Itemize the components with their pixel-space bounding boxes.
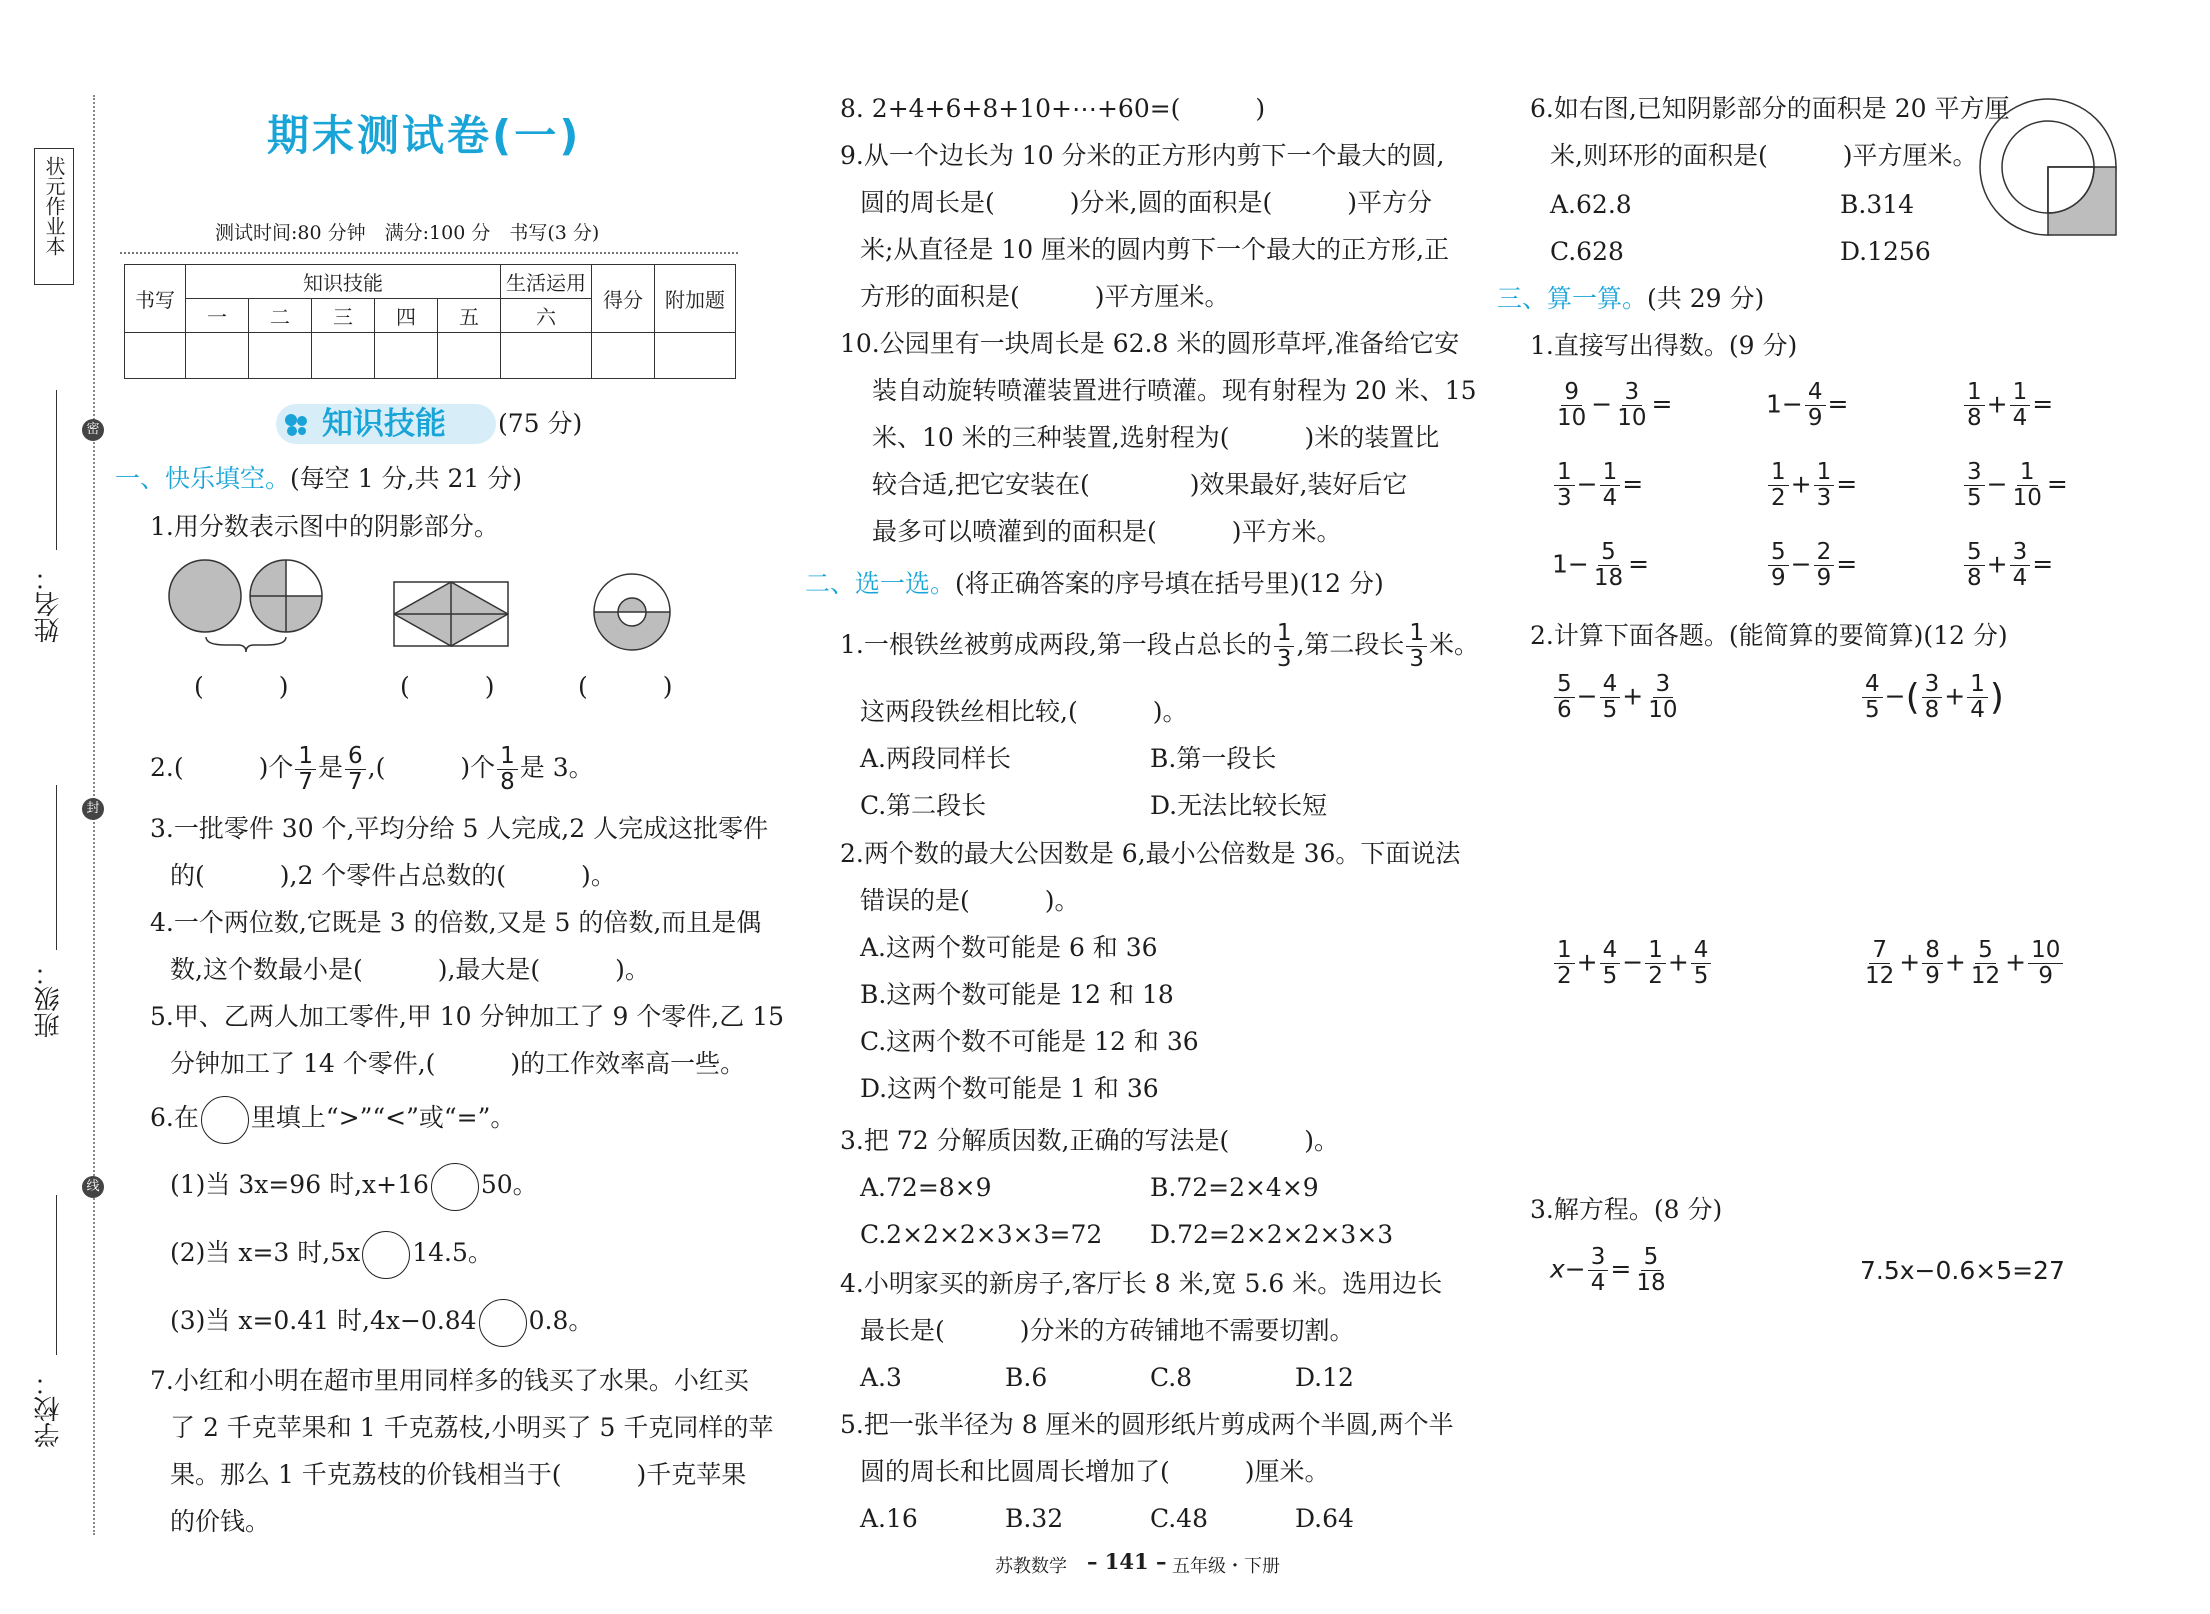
c4-line2: 最长是( )分米的方砖铺地不需要切割。 [860,1316,1355,1345]
s1-title: 一、快乐填空。 [115,464,291,493]
series-label: 状元作业本 [42,156,66,256]
q6-2: (2)当 x=3 时,5x 14.5。 [170,1228,493,1279]
c2-line1: 2.两个数的最大公因数是 6,最小公倍数是 36。下面说法 [840,839,1461,868]
c2-line2: 错误的是( )。 [860,886,1080,915]
c6-option-b[interactable]: B.314 [1840,190,1915,219]
q1-text: 1.用分数表示图中的阴影部分。 [150,512,499,541]
s3-note: (共 29 分) [1647,284,1765,313]
page-title: 期末测试卷(一) [267,111,582,160]
c1-option-b[interactable]: B.第一段长 [1150,744,1277,773]
fraction: $\frac{1}{3}$ [1274,621,1295,672]
fraction: $\frac{6}{7}$ [345,744,366,795]
score-cell[interactable] [312,333,375,379]
q7-line2: 了 2 千克苹果和 1 千克荔枝,小明买了 5 千克同样的苹 [170,1413,774,1442]
c2-option-b[interactable]: B.这两个数可能是 12 和 18 [860,980,1174,1009]
fraction: $\frac{1}{7}$ [295,744,316,795]
q10-line1: 10.公园里有一块周长是 62.8 米的圆形草坪,准备给它安 [840,329,1460,358]
footer-left: 苏教数学 [995,1556,1067,1577]
c4-option-c[interactable]: C.8 [1150,1363,1193,1392]
s3-heading [1497,275,1764,322]
school-label: 学校： [34,1370,64,1448]
score-cell[interactable] [186,333,249,379]
score-cell[interactable] [249,333,312,379]
class-line[interactable] [56,785,57,950]
equation-2: 7.5x−0.6×5=27 [1860,1256,2065,1285]
c3-option-c[interactable]: C.2×2×2×3×3=72 [860,1220,1103,1249]
score-table [124,264,736,379]
score-cell[interactable] [125,333,186,379]
calc-2: 1− $\frac{4}{9}$ = [1766,379,1849,431]
calc-6: $\frac{3}{5}$ − $\frac{1}{10}$ = [1962,460,2068,511]
c3-line1: 3.把 72 分解质因数,正确的写法是( )。 [840,1126,1340,1155]
q10-line5: 最多可以喷灌到的面积是( )平方米。 [872,517,1342,546]
flower-icon [283,412,311,438]
c5-line1: 5.把一张半径为 8 厘米的圆形纸片剪成两个半圆,两个半 [840,1410,1454,1439]
c5-option-c[interactable]: C.48 [1150,1504,1208,1533]
calc-10: $\frac{5}{6}$ − $\frac{4}{5}$ + $\frac{3}{10}$ [1552,672,1682,723]
section-banner-label: 知识技能 [322,406,446,442]
c3-option-a[interactable]: A.72=8×9 [860,1173,992,1202]
compare-circle [201,1096,249,1144]
col-shenghuo: 生活运用 [501,265,592,299]
q10-line2: 装自动旋转喷灌装置进行喷灌。现有射程为 20 米、15 [872,376,1477,405]
c6-line1: 6.如右图,已知阴影部分的面积是 20 平方厘 [1530,94,2010,123]
s1-note: (每空 1 分,共 21 分) [290,464,522,493]
score-cell[interactable] [501,333,592,379]
score-cell[interactable] [438,333,501,379]
school-line[interactable] [56,1195,57,1355]
c6-line2: 米,则环形的面积是( )平方厘米。 [1550,141,1978,170]
q9-line3: 米;从直径是 10 厘米的圆内剪下一个最大的正方形,正 [860,235,1450,264]
q1-figure-ring [592,572,672,652]
q6-3: (3)当 x=0.41 时,4x−0.84 0.8。 [170,1296,593,1347]
calc-11: $\frac{4}{5}$ −( $\frac{3}{8}$ + $\frac{1}{4}$ ) [1860,672,2004,723]
q10-line4: 较合适,把它安装在( )效果最好,装好后它 [872,470,1408,499]
q3-line2: 的( ),2 个零件占总数的( )。 [170,861,616,890]
c3-option-d[interactable]: D.72=2×2×2×3×3 [1150,1220,1394,1249]
q6-1: (1)当 3x=96 时,x+16 50。 [170,1160,538,1211]
q7-line3: 果。那么 1 千克荔枝的价钱相当于( )千克苹果 [170,1460,747,1489]
c6-option-d[interactable]: D.1256 [1840,237,1931,266]
c5-option-d[interactable]: D.64 [1295,1504,1354,1533]
calc-3: $\frac{1}{8}$ + $\frac{1}{4}$ = [1962,380,2053,431]
c4-option-d[interactable]: D.12 [1295,1363,1354,1392]
c1-option-c[interactable]: C.第二段长 [860,791,987,820]
score-cell[interactable] [375,333,438,379]
calc-1: $\frac{9}{10}$ − $\frac{3}{10}$ = [1557,379,1673,431]
r2-text: 2.计算下面各题。(能简算的要简算)(12 分) [1530,621,2008,650]
q5-line1: 5.甲、乙两人加工零件,甲 10 分钟加工了 9 个零件,乙 15 [150,1002,785,1031]
q9-line4: 方形的面积是( )平方厘米。 [860,282,1230,311]
q5-line2: 分钟加工了 14 个零件,( )的工作效率高一些。 [170,1049,746,1078]
s2-heading [805,560,1384,607]
compare-input-2[interactable] [362,1231,410,1279]
q9-line2: 圆的周长是( )分米,圆的面积是( )平方分 [860,188,1432,217]
col-zhishi: 知识技能 [186,265,501,299]
calc-13: $\frac{7}{12}$ + $\frac{8}{9}$ + $\frac{5}{12}$ + $\frac{10}{9}$ [1860,938,2065,989]
c5-option-b[interactable]: B.32 [1005,1504,1064,1533]
col-2: 二 [249,299,312,333]
ring-square-figure [1978,95,2128,245]
q7-line1: 7.小红和小明在超市里用同样多的钱买了水果。小红买 [150,1366,749,1395]
col-6: 六 [501,299,592,333]
equation-1: x− $\frac{3}{4}$ = $\frac{5}{18}$ [1550,1244,1666,1296]
meta-dotted-rule [120,252,738,254]
col-fujia: 附加题 [655,265,736,333]
compare-input-1[interactable] [431,1163,479,1211]
col-5: 五 [438,299,501,333]
calc-5: $\frac{1}{2}$ + $\frac{1}{3}$ = [1766,460,1857,511]
s3-title: 三、算一算。 [1497,284,1648,313]
q8-text: 8. 2+4+6+8+10+⋯+60=( ) [840,94,1266,123]
test-meta: 测试时间:80 分钟 满分:100 分 书写(3 分) [215,222,600,244]
seal-mark-3: 线 [82,1176,104,1198]
c2-option-a[interactable]: A.这两个数可能是 6 和 36 [860,933,1158,962]
calc-7: 1− $\frac{5}{18}$ = [1552,539,1650,591]
r1-text: 1.直接写出得数。(9 分) [1530,331,1798,360]
q9-line1: 9.从一个边长为 10 分米的正方形内剪下一个最大的圆, [840,141,1445,170]
c4-option-b[interactable]: B.6 [1005,1363,1048,1392]
col-4: 四 [375,299,438,333]
calc-9: $\frac{5}{8}$ + $\frac{3}{4}$ = [1962,540,2053,591]
c1-option-d[interactable]: D.无法比较长短 [1150,791,1328,820]
q1-figure-circles [166,553,326,653]
seal-mark-1: 密 [82,419,104,441]
c1-line1: 1.一根铁丝被剪成两段,第一段占总长的 $\frac{1}{3}$ ,第二段长 $\frac{1}{3}$ 米。 [840,620,1480,672]
fraction: $\frac{1}{3}$ [1406,621,1427,672]
q4-line1: 4.一个两位数,它既是 3 的倍数,又是 5 的倍数,而且是偶 [150,908,762,937]
section-banner-points: (75 分) [498,409,583,438]
c5-option-a[interactable]: A.16 [860,1504,918,1533]
c4-option-a[interactable]: A.3 [860,1363,902,1392]
c2-option-d[interactable]: D.这两个数可能是 1 和 36 [860,1074,1159,1103]
calc-12: $\frac{1}{2}$ + $\frac{4}{5}$ − $\frac{1}{2}$ + $\frac{4}{5}$ [1552,938,1713,989]
q1-figure-rectangle [393,581,509,647]
q6-text: 6.在 里填上“>”“<”或“=”。 [150,1093,515,1144]
col-3: 三 [312,299,375,333]
calc-8: $\frac{5}{9}$ − $\frac{2}{9}$ = [1766,540,1857,591]
c2-option-c[interactable]: C.这两个数不可能是 12 和 36 [860,1027,1199,1056]
footer-right: 五年级・下册 [1172,1556,1280,1577]
r3-text: 3.解方程。(8 分) [1530,1195,1723,1224]
c6-option-c[interactable]: C.628 [1550,237,1624,266]
c5-line2: 圆的周长和比圆周长增加了( )厘米。 [860,1457,1330,1486]
calc-4: $\frac{1}{3}$ − $\frac{1}{4}$ = [1552,460,1643,511]
col-1: 一 [186,299,249,333]
s1-heading [115,455,522,502]
col-defen: 得分 [592,265,655,333]
q3-line1: 3.一批零件 30 个,平均分给 5 人完成,2 人完成这批零件 [150,814,769,843]
compare-input-3[interactable] [479,1299,527,1347]
class-label: 班级： [34,960,64,1038]
c1-option-a[interactable]: A.两段同样长 [860,744,1012,773]
c3-option-b[interactable]: B.72=2×4×9 [1150,1173,1319,1202]
q2-text: 2.( )个 $\frac{1}{7}$ 是 $\frac{6}{7}$ ,( )个 $\frac{1}{8}$ 是 3。 [150,743,594,795]
s2-note: (将正确答案的序号填在括号里)(12 分) [955,569,1384,598]
name-line[interactable] [56,390,57,550]
q1-answer-1[interactable]: ( ) [194,672,289,701]
c6-option-a[interactable]: A.62.8 [1550,190,1632,219]
q1-answer-2[interactable]: ( ) [400,672,495,701]
fraction: $\frac{1}{8}$ [497,744,518,795]
c1-line2: 这两段铁丝相比较,( )。 [860,697,1188,726]
q4-line2: 数,这个数最小是( ),最大是( )。 [170,955,650,984]
seal-mark-2: 封 [82,798,104,820]
name-label: 姓名： [34,565,64,643]
page-number: – 141 – [1087,1549,1167,1574]
s2-title: 二、选一选。 [805,569,956,598]
c4-line1: 4.小明家买的新房子,客厅长 8 米,宽 5.6 米。选用边长 [840,1269,1443,1298]
col-shuxie: 书写 [125,265,186,333]
score-cell[interactable] [655,333,736,379]
q1-answer-3[interactable]: ( ) [578,672,673,701]
q7-line4: 的价钱。 [170,1507,271,1536]
score-cell[interactable] [592,333,655,379]
q10-line3: 米、10 米的三种装置,选射程为( )米的装置比 [872,423,1440,452]
